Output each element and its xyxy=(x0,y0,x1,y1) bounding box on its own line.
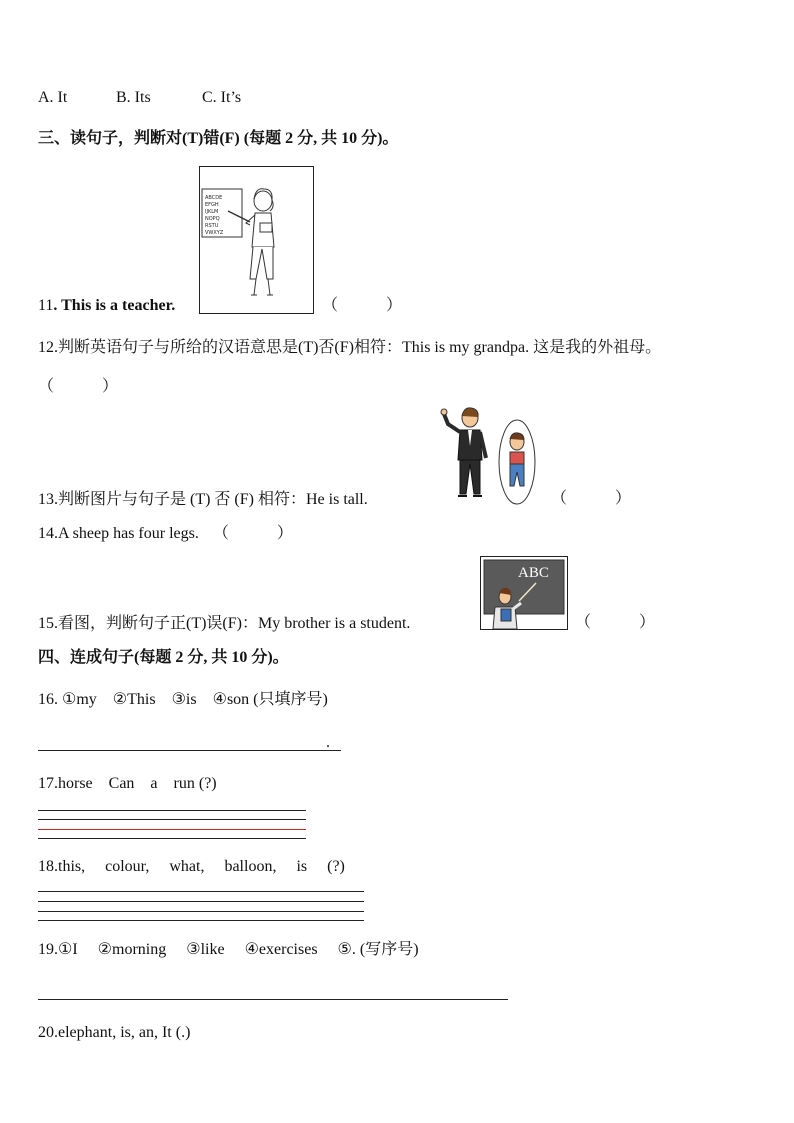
q14-line xyxy=(38,524,293,544)
q18-writing-line-1[interactable] xyxy=(38,891,364,892)
q12-answer-blank[interactable]: （ ） xyxy=(38,378,119,395)
section-3-title: 三、读句子，判断对(T)错(F) (每题 2 分, 共 10 分)。 xyxy=(38,130,399,147)
q18-writing-line-2[interactable] xyxy=(38,901,364,902)
q10-options xyxy=(38,88,241,108)
q14-text: 14.A sheep has four legs. xyxy=(38,525,199,542)
q11-line xyxy=(38,296,175,316)
q18-text: 18.this, colour, what, balloon, is (?) xyxy=(38,858,345,875)
q11-answer-blank[interactable]: （ ） xyxy=(322,297,403,314)
q17-writing-line-3[interactable] xyxy=(38,829,306,830)
q13-text: 13.判断图片与句子是 (T) 否 (F) 相符：He is tall. xyxy=(38,491,368,508)
board-letters-1: ABCDE xyxy=(205,195,223,201)
q15-answer-blank[interactable]: （ ） xyxy=(575,614,656,631)
teacher-at-board-illustration xyxy=(480,556,568,630)
teacher-illustration xyxy=(199,166,314,314)
q17-writing-line-4[interactable] xyxy=(38,838,306,839)
q14-answer-blank[interactable]: （ ） xyxy=(212,525,293,542)
q15-text: 15.看图，判断句子正(T)误(F)：My brother is a student. xyxy=(38,615,411,632)
board-letters-4: NOPQ xyxy=(205,216,220,222)
man-and-boy-illustration xyxy=(438,406,546,506)
q19-answer-line[interactable] xyxy=(38,999,508,1000)
q13-answer-blank[interactable]: （ ） xyxy=(551,490,632,507)
q17-writing-line-1[interactable] xyxy=(38,810,306,811)
q18-writing-line-3[interactable] xyxy=(38,911,364,912)
q11-text: . This is a teacher. xyxy=(53,297,176,314)
option-a: A. It xyxy=(38,89,68,106)
board-letters-3: IJKLM xyxy=(205,209,219,215)
q20-text: 20.elephant, is, an, It (.) xyxy=(38,1024,191,1041)
q16-answer-line[interactable] xyxy=(38,750,341,751)
q18-writing-line-4[interactable] xyxy=(38,920,364,921)
board-letters-2: EFGH xyxy=(205,202,219,208)
option-c: C. It’s xyxy=(202,89,242,106)
q16-text: 16. ①my ②This ③is ④son (只填序号) xyxy=(38,691,328,708)
q17-writing-line-2[interactable] xyxy=(38,819,306,820)
q12-text: 12.判断英语句子与所给的汉语意思是(T)否(F)相符：This is my grandpa. 这是我的外祖母。 xyxy=(38,339,662,356)
q17-text: 17.horse Can a run (?) xyxy=(38,775,217,792)
q19-text: 19.①I ②morning ③like ④exercises ⑤. (写序号) xyxy=(38,941,419,958)
section-4-title: 四、连成句子(每题 2 分, 共 10 分)。 xyxy=(38,649,289,666)
q11-number: 11 xyxy=(38,297,54,314)
option-b: B. Its xyxy=(116,89,151,106)
board-letters-5: RSTU xyxy=(205,223,219,229)
board-letters-6: VWXYZ xyxy=(205,230,224,236)
board-text: ABC xyxy=(518,565,549,581)
q16-period: . xyxy=(326,734,330,751)
